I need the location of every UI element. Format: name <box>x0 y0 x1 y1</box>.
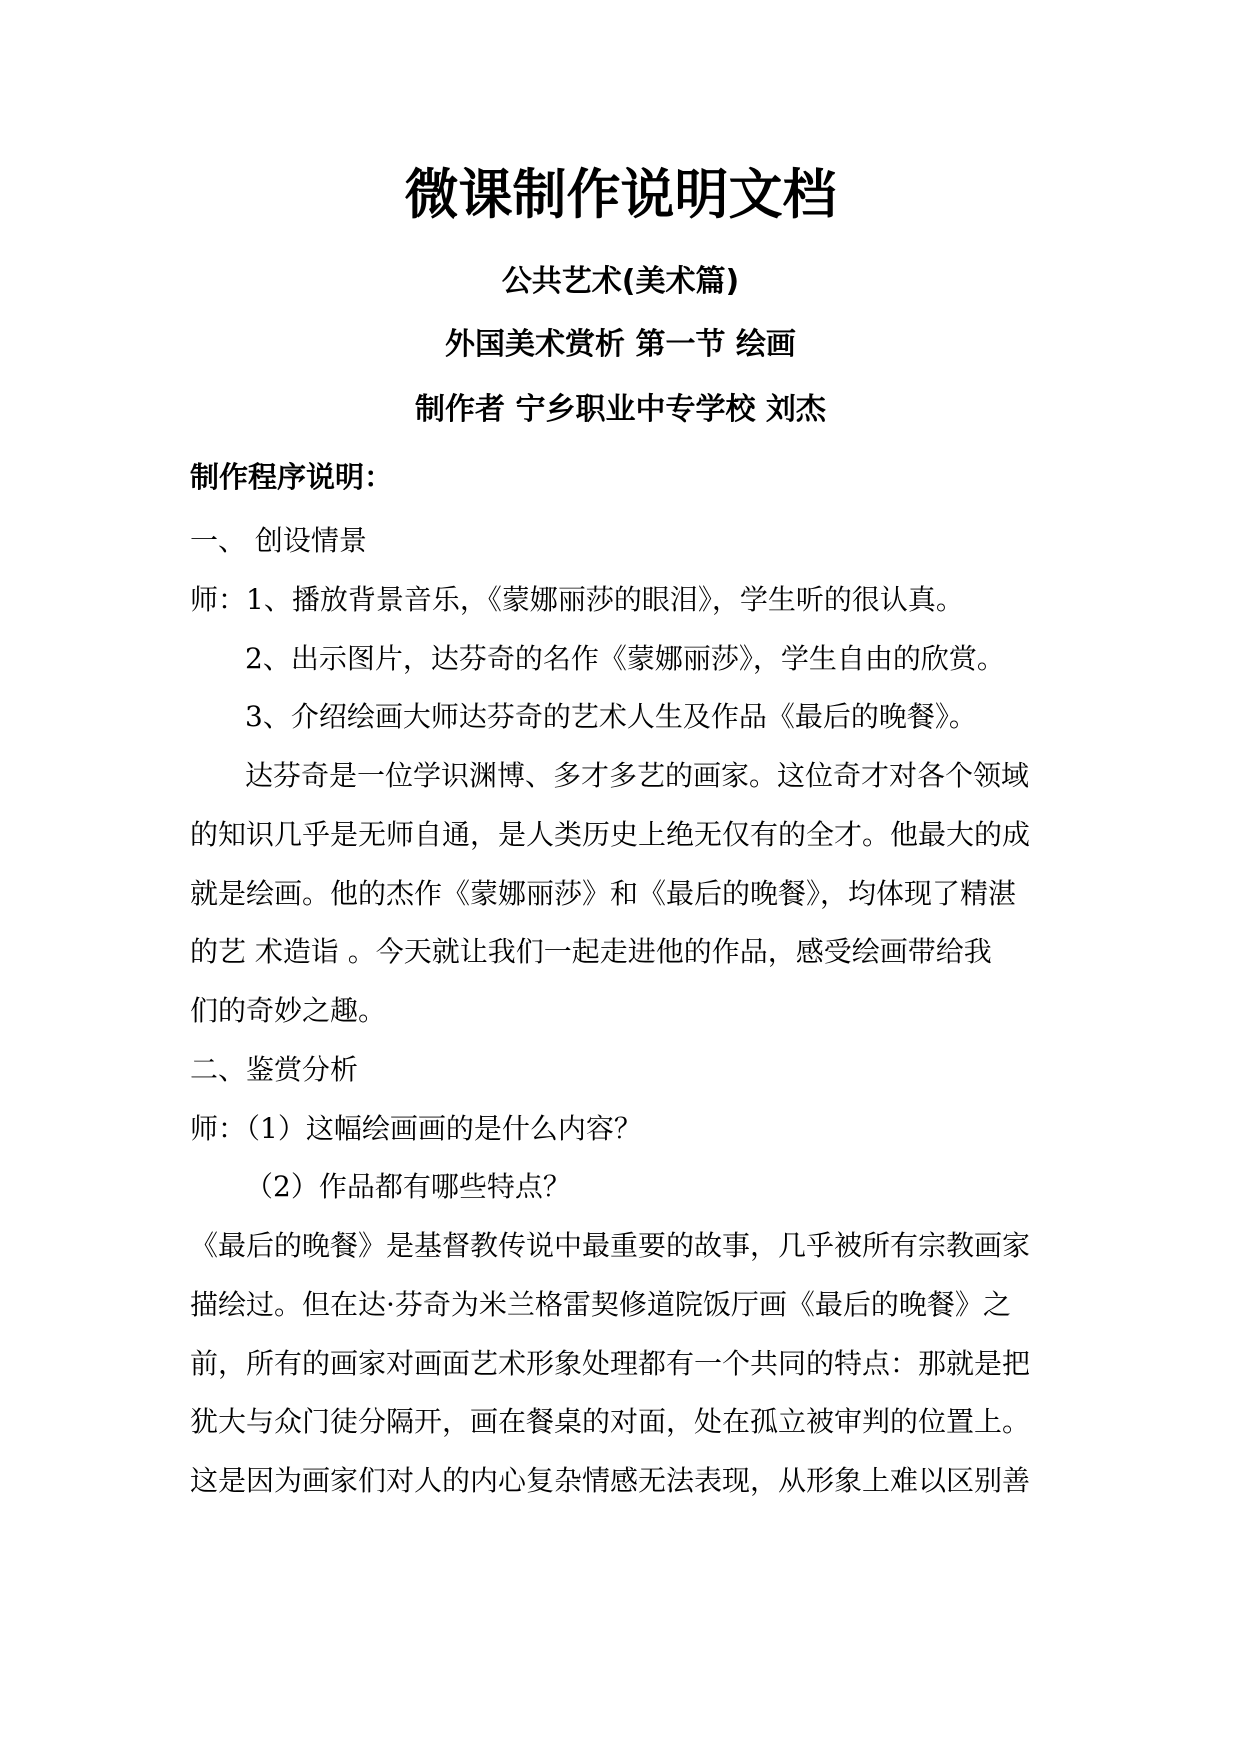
course-subtitle: 公共艺术(美术篇) <box>501 264 740 299</box>
text-line: 3、介绍绘画大师达芬奇的艺术人生及作品《最后的晚餐》。 <box>245 700 977 733</box>
text-line: 这是因为画家们对人的内心复杂情感无法表现，从形象上难以区别善 <box>190 1464 1031 1497</box>
text-line: （2）作品都有哪些特点？ <box>245 1170 571 1203</box>
text-line: 二、鉴赏分析 <box>190 1053 359 1086</box>
text-line: 《最后的晚餐》是基督教传说中最重要的故事，几乎被所有宗教画家 <box>190 1229 1031 1262</box>
text-line: 达芬奇是一位学识渊博、多才多艺的画家。这位奇才对各个领域 <box>245 759 1030 792</box>
text-line: 的艺 术造诣 。今天就让我们一起走进他的作品，感受绘画带给我 <box>190 935 992 968</box>
text-line: 犹大与众门徒分隔开，画在餐桌的对面，处在孤立被审判的位置上。 <box>190 1405 1031 1438</box>
text-line: 师：1、播放背景音乐，《蒙娜丽莎的眼泪》，学生听的很认真。 <box>190 583 964 616</box>
text-line: 2、出示图片，达芬奇的名作《蒙娜丽莎》，学生自由的欣赏。 <box>245 642 1005 675</box>
lesson-subtitle: 外国美术赏析 第一节 绘画 <box>445 327 796 362</box>
text-line: 一、 创设情景 <box>190 524 367 557</box>
author-line: 制作者 宁乡职业中专学校 刘杰 <box>415 392 826 427</box>
text-line: 们的奇妙之趣。 <box>190 994 387 1027</box>
text-line: 前，所有的画家对画面艺术形象处理都有一个共同的特点：那就是把 <box>190 1347 1031 1380</box>
section-heading: 制作程序说明： <box>190 460 394 494</box>
document-title: 微课制作说明文档 <box>404 163 837 226</box>
text-line: 的知识几乎是无师自通，是人类历史上绝无仅有的全才。他最大的成 <box>190 818 1031 851</box>
text-line: 师：（1）这幅绘画画的是什么内容？ <box>190 1112 642 1145</box>
text-line: 就是绘画。他的杰作《蒙娜丽莎》和《最后的晚餐》，均体现了精湛 <box>190 877 1017 910</box>
text-line: 描绘过。但在达·芬奇为米兰格雷契修道院饭厅画《最后的晚餐》之 <box>190 1288 1011 1321</box>
